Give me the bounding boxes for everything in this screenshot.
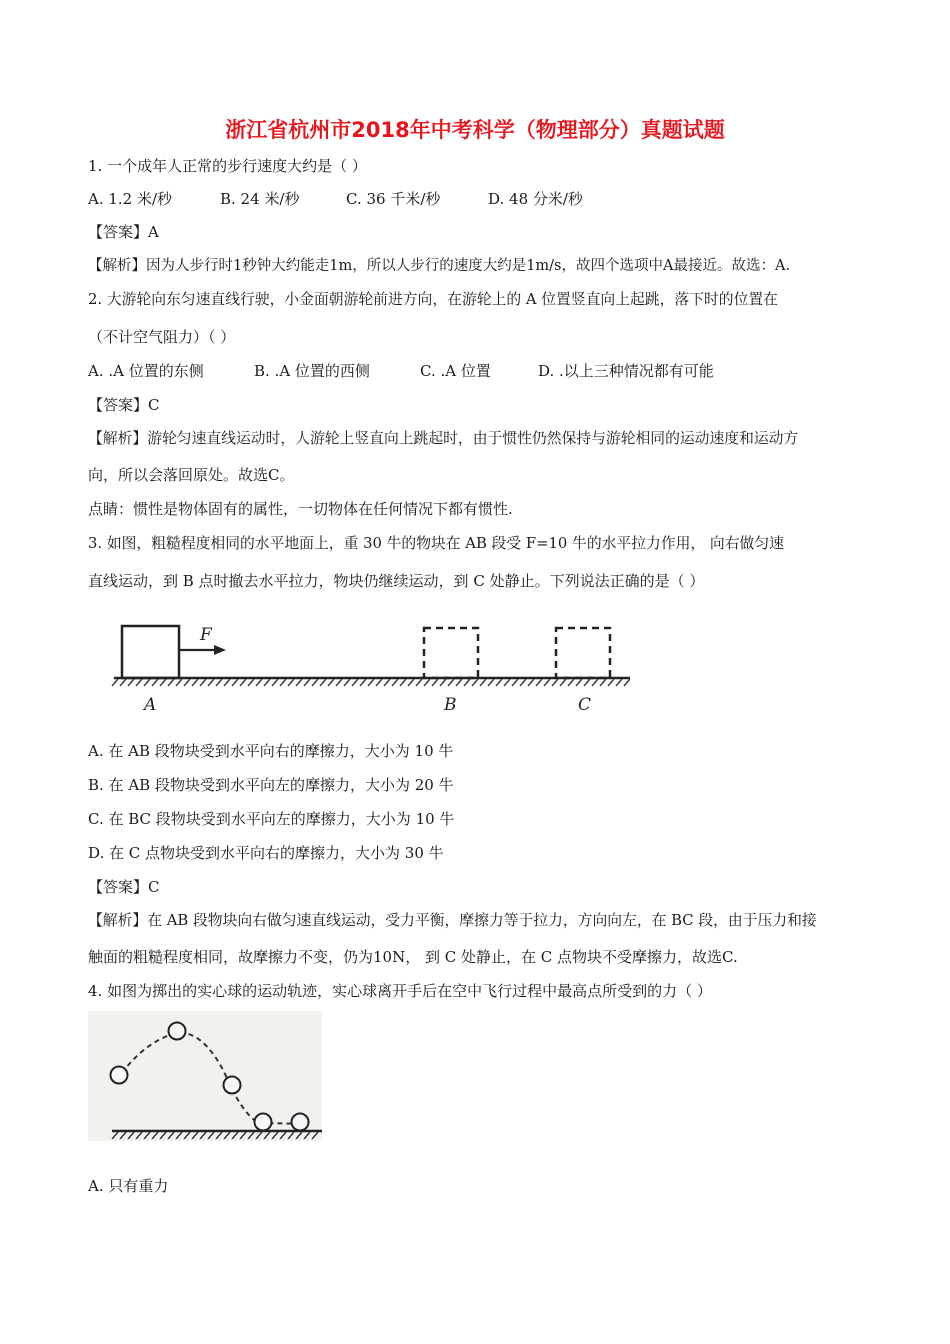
ground-hatching bbox=[112, 679, 630, 686]
hatch-mark bbox=[576, 679, 582, 686]
hatch-mark bbox=[208, 679, 214, 686]
q1-stem: 1. 一个成年人正常的步行速度大约是（ ） bbox=[88, 157, 367, 175]
hatch-mark bbox=[400, 679, 406, 686]
hatch-mark bbox=[336, 679, 342, 686]
hatch-mark bbox=[152, 679, 158, 686]
hatch-mark bbox=[176, 679, 182, 686]
hatch-mark bbox=[368, 679, 374, 686]
hatch-mark bbox=[440, 679, 446, 686]
hatch-mark bbox=[120, 679, 126, 686]
q3-figure bbox=[86, 614, 646, 718]
hatch-mark bbox=[288, 679, 294, 686]
hatch-mark bbox=[504, 679, 510, 686]
q2-stem-line1: 2. 大游轮向东匀速直线行驶，小金面朝游轮前进方向，在游轮上的 A 位置竖直向上起跳，落下时的位置在 bbox=[88, 291, 778, 308]
q2-answer: 【答案】C bbox=[88, 396, 160, 414]
hatch-mark bbox=[480, 679, 486, 686]
hatch-mark bbox=[128, 679, 134, 686]
point-b-label: B bbox=[444, 695, 457, 715]
q4-figure bbox=[88, 1011, 322, 1141]
hatch-mark bbox=[280, 679, 286, 686]
document-title: 浙江省杭州市2018年中考科学（物理部分）真题试题 bbox=[225, 118, 725, 142]
q3-option-d: D. 在 C 点物块受到水平向右的摩擦力，大小为 30 牛 bbox=[88, 844, 444, 862]
q1-option-d: D. 48 分米/秒 bbox=[488, 190, 583, 208]
hatch-mark bbox=[496, 679, 502, 686]
hatch-mark bbox=[272, 679, 278, 686]
hatch-mark bbox=[264, 679, 270, 686]
block-at-a bbox=[122, 626, 179, 678]
hatch-mark bbox=[304, 679, 310, 686]
hatch-mark bbox=[568, 679, 574, 686]
point-a-label: A bbox=[144, 695, 157, 715]
q2-option-c: C. .A 位置 bbox=[420, 362, 491, 380]
hatch-mark bbox=[520, 679, 526, 686]
hatch-mark bbox=[464, 679, 470, 686]
hatch-mark bbox=[456, 679, 462, 686]
q1-option-a: A. 1.2 米/秒 bbox=[88, 190, 173, 208]
hatch-mark bbox=[448, 679, 454, 686]
ball-start bbox=[111, 1067, 128, 1084]
hatch-mark bbox=[248, 679, 254, 686]
hatch-mark bbox=[392, 679, 398, 686]
hatch-mark bbox=[552, 679, 558, 686]
q3-stem-line2: 直线运动，到 B 点时撤去水平拉力，物块仍继续运动，到 C 处静止。下列说法正确的是（ ） bbox=[88, 572, 705, 590]
hatch-mark bbox=[184, 679, 190, 686]
ball-rolling bbox=[292, 1114, 309, 1131]
hatch-mark bbox=[544, 679, 550, 686]
ball-highest-point bbox=[169, 1023, 186, 1040]
hatch-mark bbox=[536, 679, 542, 686]
hatch-mark bbox=[608, 679, 614, 686]
hatch-mark bbox=[424, 679, 430, 686]
hatch-mark bbox=[432, 679, 438, 686]
ball-falling bbox=[224, 1077, 241, 1094]
ball-landing bbox=[255, 1114, 272, 1131]
force-label: F bbox=[200, 625, 212, 645]
hatch-mark bbox=[344, 679, 350, 686]
hatch-mark bbox=[560, 679, 566, 686]
hatch-mark bbox=[592, 679, 598, 686]
hatch-mark bbox=[376, 679, 382, 686]
hatch-mark bbox=[352, 679, 358, 686]
q3-analysis-line2: 触面的粗糙程度相同，故摩擦力不变，仍为10N， 到 C 处静止，在 C 点物块不受摩擦力，故选C. bbox=[88, 948, 738, 966]
hatch-mark bbox=[192, 679, 198, 686]
hatch-mark bbox=[600, 679, 606, 686]
point-c-label: C bbox=[578, 695, 592, 715]
q3-option-b: B. 在 AB 段物块受到水平向左的摩擦力，大小为 20 牛 bbox=[88, 776, 454, 794]
hatch-mark bbox=[144, 679, 150, 686]
hatch-mark bbox=[216, 679, 222, 686]
hatch-mark bbox=[200, 679, 206, 686]
q4-diagram bbox=[88, 1011, 322, 1141]
hatch-mark bbox=[384, 679, 390, 686]
hatch-mark bbox=[320, 679, 326, 686]
q2-stem-line2: （不计空气阻力）（ ） bbox=[88, 328, 236, 346]
hatch-mark bbox=[416, 679, 422, 686]
hatch-mark bbox=[408, 679, 414, 686]
hatch-mark bbox=[168, 679, 174, 686]
hatch-mark bbox=[296, 679, 302, 686]
q2-analysis-line1: 【解析】游轮匀速直线运动时，人游轮上竖直向上跳起时，由于惯性仍然保持与游轮相同的运动速度和运动方 bbox=[88, 430, 799, 447]
q3-analysis-line1: 【解析】在 AB 段物块向右做匀速直线运动，受力平衡，摩擦力等于拉力，方向向左，在 BC 段，由于压力和接 bbox=[88, 912, 817, 929]
hatch-mark bbox=[240, 679, 246, 686]
q3-stem-line1: 3. 如图，粗糙程度相同的水平地面上，重 30 牛的物块在 AB 段受 F=10 牛的水平拉力作用， 向右做匀速 bbox=[88, 535, 784, 552]
hatch-mark bbox=[512, 679, 518, 686]
hatch-mark bbox=[160, 679, 166, 686]
q4-option-a: A. 只有重力 bbox=[88, 1177, 169, 1195]
q1-analysis: 【解析】因为人步行时1秒钟大约能走1m，所以人步行的速度大约是1m/s，故四个选项中A最接近。故选：A. bbox=[88, 258, 791, 274]
hatch-mark bbox=[624, 679, 630, 686]
hatch-mark bbox=[584, 679, 590, 686]
q1-option-b: B. 24 米/秒 bbox=[220, 190, 300, 208]
q2-option-d: D. .以上三种情况都有可能 bbox=[538, 362, 714, 380]
hatch-mark bbox=[328, 679, 334, 686]
force-arrowhead bbox=[214, 645, 226, 655]
q1-option-c: C. 36 千米/秒 bbox=[346, 190, 441, 208]
hatch-mark bbox=[472, 679, 478, 686]
q3-option-a: A. 在 AB 段物块受到水平向右的摩擦力，大小为 10 牛 bbox=[88, 742, 454, 760]
hatch-mark bbox=[256, 679, 262, 686]
hatch-mark bbox=[528, 679, 534, 686]
q1-answer: 【答案】A bbox=[88, 223, 159, 241]
block-at-b-dashed bbox=[424, 628, 478, 678]
hatch-mark bbox=[488, 679, 494, 686]
hatch-mark bbox=[224, 679, 230, 686]
hatch-mark bbox=[360, 679, 366, 686]
q1-options bbox=[88, 189, 878, 209]
q3-option-c: C. 在 BC 段物块受到水平向左的摩擦力，大小为 10 牛 bbox=[88, 810, 455, 828]
q4-stem: 4. 如图为掷出的实心球的运动轨迹，实心球离开手后在空中飞行过程中最高点所受到的力（ ） bbox=[88, 982, 712, 1000]
hatch-mark bbox=[136, 679, 142, 686]
hatch-mark bbox=[232, 679, 238, 686]
block-at-c-dashed bbox=[556, 628, 610, 678]
q2-comment: 点睛：惯性是物体固有的属性，一切物体在任何情况下都有惯性. bbox=[88, 500, 513, 518]
q2-option-b: B. .A 位置的西侧 bbox=[254, 362, 370, 380]
q2-option-a: A. .A 位置的东侧 bbox=[88, 362, 204, 380]
hatch-mark bbox=[112, 679, 118, 686]
q2-options bbox=[88, 361, 878, 381]
q3-diagram bbox=[86, 614, 646, 718]
q2-analysis-line2: 向，所以会落回原处。故选C。 bbox=[88, 466, 295, 484]
hatch-mark bbox=[616, 679, 622, 686]
hatch-mark bbox=[312, 679, 318, 686]
q3-answer: 【答案】C bbox=[88, 878, 160, 896]
